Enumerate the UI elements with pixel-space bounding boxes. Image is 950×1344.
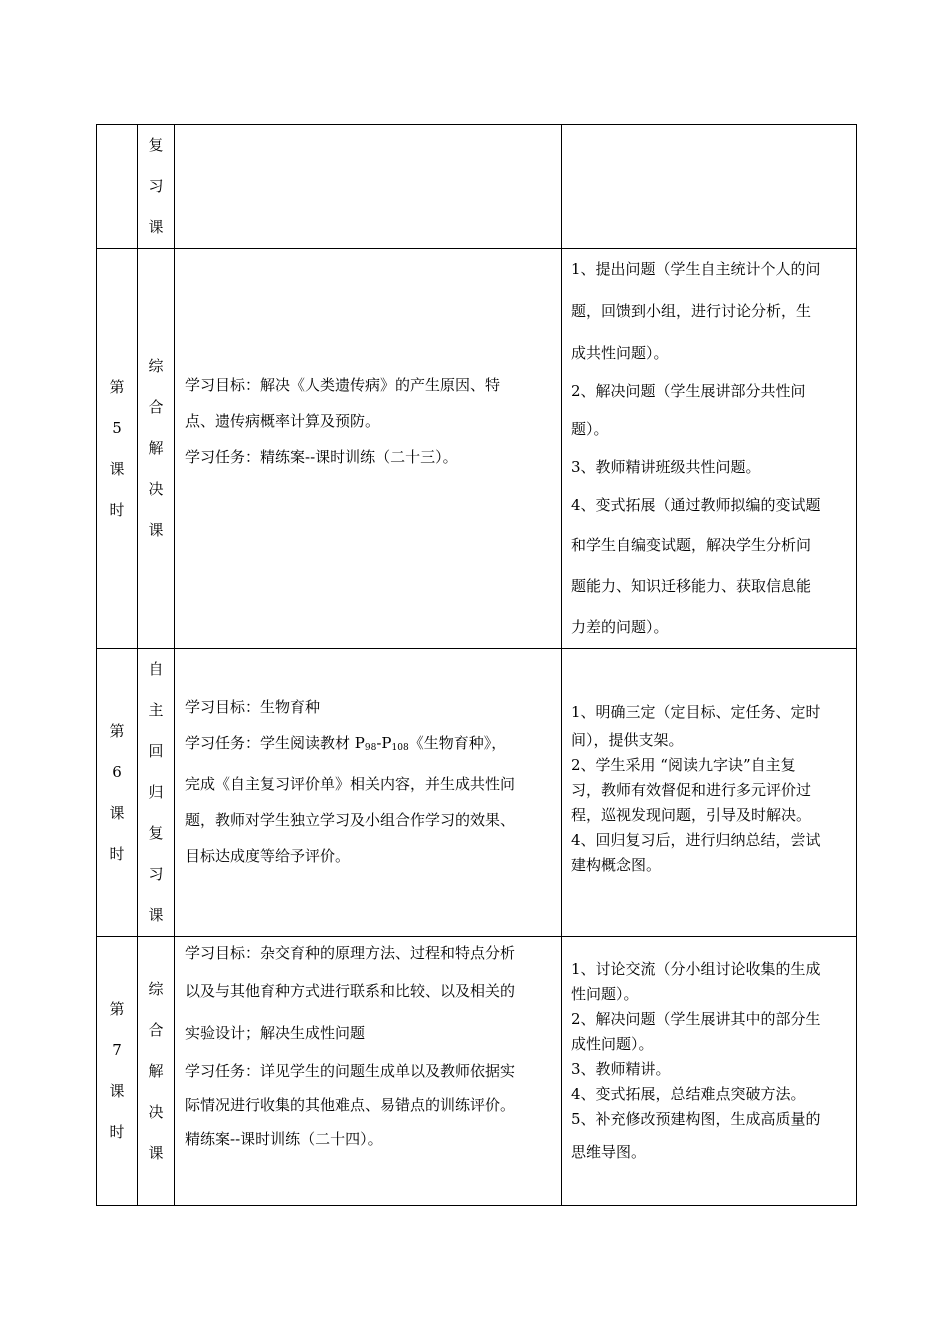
- step-line: 1、讨论交流（分小组讨论收集的生成: [571, 960, 821, 978]
- goal-line: 实验设计；解决生成性问题: [185, 1024, 366, 1042]
- period-char: 7: [112, 1041, 122, 1059]
- goal-line: 学习目标：杂交育种的原理方法、过程和特点分析: [185, 944, 516, 962]
- step-line: 1、明确三定（定目标、定任务、定时: [571, 703, 821, 721]
- period-char: 时: [109, 1123, 125, 1141]
- step-line: 习，教师有效督促和进行多元评价过: [571, 781, 812, 799]
- step-line: 2、解决问题（学生展讲其中的部分生: [571, 1010, 821, 1028]
- goal-line: 目标达成度等给予评价。: [185, 847, 351, 865]
- lesson-type-char: 习: [148, 177, 164, 195]
- step-line: 4、变式拓展，总结难点突破方法。: [571, 1085, 806, 1103]
- table-row: [97, 249, 857, 649]
- period-char: 课: [109, 803, 125, 822]
- step-line: 思维导图。: [571, 1143, 647, 1161]
- goal-line: 精练案--课时训练（二十四）。: [185, 1130, 383, 1148]
- lesson-type-char: 综: [148, 979, 164, 998]
- step-line: 力差的问题）。: [571, 618, 669, 636]
- lesson-type-char: 课: [148, 906, 164, 924]
- step-line: 题能力、知识迁移能力、获取信息能: [571, 577, 812, 595]
- step-line: 成共性问题）。: [571, 344, 669, 362]
- step-line: 成性问题）。: [571, 1035, 654, 1053]
- period-cell: [97, 249, 138, 649]
- lesson-type-char: 决: [148, 1102, 164, 1121]
- lesson-type-char: 合: [148, 398, 164, 416]
- step-line: 性问题）。: [571, 985, 639, 1003]
- lesson-type-cell: [138, 125, 175, 249]
- goal-text: 《生物育种》，: [408, 734, 507, 752]
- goal-line: 题，教师对学生独立学习及小组合作学习的效果、: [185, 811, 516, 829]
- step-line: 题）。: [571, 420, 609, 438]
- goal-line: 以及与其他育种方式进行联系和比较、以及相关的: [185, 982, 516, 1000]
- goal-line: 学习任务：精练案--课时训练（二十三）。: [185, 447, 458, 466]
- goal-line: 际情况进行收集的其他难点、易错点的训练评价。: [185, 1096, 516, 1114]
- lesson-type-char: 决: [148, 480, 164, 498]
- period-cell: [97, 125, 138, 249]
- period-char: 时: [109, 500, 125, 519]
- goal-line: 学习任务：详见学生的问题生成单以及教师依据实: [185, 1062, 516, 1080]
- period-cell: [97, 649, 138, 937]
- period-char: 第: [109, 1000, 125, 1018]
- period-char: 第: [109, 721, 125, 740]
- table-row: [97, 125, 857, 249]
- lesson-type-char: 课: [148, 521, 164, 539]
- step-line: 2、学生采用 “阅读九字诀”自主复: [571, 756, 796, 774]
- goal-cell: [175, 937, 562, 1206]
- step-line: 建构概念图。: [571, 856, 662, 874]
- lesson-type-char: 习: [148, 865, 164, 883]
- lesson-type-cell: [138, 937, 175, 1206]
- steps-cell: [562, 125, 857, 249]
- lesson-type-char: 课: [148, 1143, 164, 1162]
- step-line: 程，巡视发现问题，引导及时解决。: [571, 806, 812, 824]
- step-line: 题，回馈到小组，进行讨论分析，生: [571, 302, 812, 320]
- goal-text: 学习任务：学生阅读教材 P: [185, 734, 365, 752]
- lesson-type-char: 解: [148, 1061, 164, 1080]
- goal-line: 学习目标：生物育种: [185, 698, 321, 716]
- step-line: 3、教师精讲。: [571, 1060, 671, 1078]
- page-start-subscript: 98: [364, 743, 377, 753]
- step-line: 4、回归复习后，进行归纳总结，尝试: [571, 831, 821, 849]
- lesson-type-cell: [138, 649, 175, 937]
- period-char: 5: [112, 418, 122, 437]
- lesson-type-char: 归: [148, 783, 164, 801]
- goal-line: 点、遗传病概率计算及预防。: [185, 411, 381, 430]
- lesson-type-char: 自: [148, 660, 164, 678]
- step-line: 1、提出问题（学生自主统计个人的问: [571, 260, 821, 278]
- lesson-type-char: 合: [148, 1020, 164, 1039]
- table-row: [97, 649, 857, 937]
- goal-cell: [175, 125, 562, 249]
- steps-cell: [562, 649, 857, 937]
- step-line: 3、教师精讲班级共性问题。: [571, 458, 761, 476]
- goal-cell: [175, 249, 562, 649]
- lesson-type-cell: [138, 249, 175, 649]
- period-char: 课: [109, 1082, 125, 1100]
- period-char: 时: [109, 844, 125, 863]
- lesson-type-char: 解: [148, 439, 164, 457]
- lesson-type-char: 主: [148, 701, 164, 719]
- step-line: 5、补充修改预建构图，生成高质量的: [571, 1110, 821, 1128]
- lesson-plan-table: [96, 124, 857, 1206]
- lesson-type-char: 课: [148, 218, 164, 236]
- step-line: 2、解决问题（学生展讲部分共性问: [571, 382, 806, 400]
- goal-line: 学习目标：解决《人类遗传病》的产生原因、特: [185, 375, 501, 394]
- page-end-subscript: 108: [391, 743, 409, 753]
- period-char: 6: [112, 762, 122, 781]
- steps-cell: [562, 249, 857, 649]
- period-cell: [97, 937, 138, 1206]
- goal-line: 完成《自主复习评价单》相关内容，并生成共性问: [185, 775, 516, 793]
- lesson-type-char: 回: [148, 742, 164, 760]
- table-row: [97, 937, 857, 1206]
- goal-text: -P: [376, 734, 392, 752]
- lesson-type-char: 综: [148, 357, 164, 375]
- period-char: 第: [109, 377, 125, 396]
- goal-cell: [175, 649, 562, 937]
- steps-cell: [562, 937, 857, 1206]
- lesson-type-char: 复: [148, 824, 164, 842]
- goal-line: [185, 725, 551, 766]
- lesson-type-char: 复: [148, 136, 164, 154]
- period-char: 课: [109, 459, 125, 478]
- step-line: 和学生自编变试题，解决学生分析问: [571, 536, 812, 554]
- step-line: 间），提供支架。: [571, 731, 684, 749]
- step-line: 4、变式拓展（通过教师拟编的变试题: [571, 496, 821, 514]
